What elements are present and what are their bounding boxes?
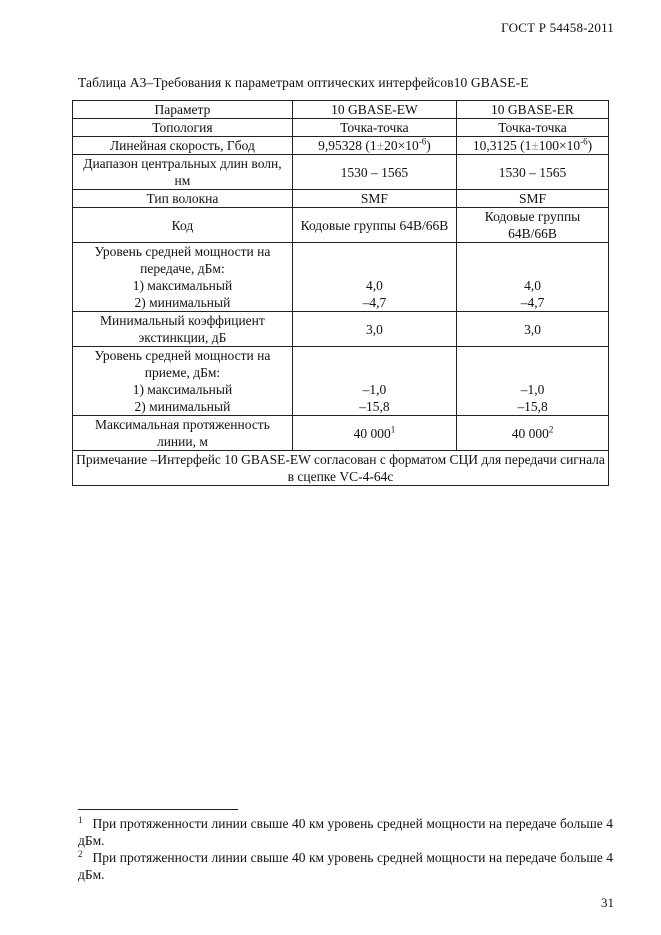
plus-minus-glyph: ±	[376, 138, 385, 153]
ew-value-cell: 3,0	[292, 312, 456, 347]
value-min: –4,7	[520, 295, 545, 310]
value-max: –1,0	[520, 382, 545, 397]
param-cell: Линейная скорость, Гбод	[73, 137, 293, 155]
ew-value-cell	[292, 243, 456, 312]
rate-tolerance: 20×10	[384, 138, 419, 153]
table-row-code	[73, 208, 609, 243]
ew-value-cell	[292, 347, 456, 416]
table-row-note	[73, 451, 609, 486]
rate-exponent: -6	[418, 136, 427, 147]
er-value-cell	[457, 416, 609, 451]
param-cell	[73, 243, 293, 312]
param-cell: Код	[73, 208, 293, 243]
param-cell	[73, 347, 293, 416]
value-max: –1,0	[362, 382, 387, 397]
er-value-cell	[457, 347, 609, 416]
footnote-ref: 1	[390, 424, 396, 434]
value-max: 4,0	[524, 278, 541, 293]
length-value: 40 000	[511, 425, 549, 441]
footnote-mark: 2	[78, 848, 83, 859]
param-cell: Тип волокна	[73, 190, 293, 208]
er-value-cell: 3,0	[457, 312, 609, 347]
page-number: 31	[601, 895, 614, 910]
rate-tolerance: 100×10	[538, 138, 581, 153]
param-item-min: 2) минимальный	[134, 399, 231, 414]
table-row-max-length	[73, 416, 609, 451]
column-header-parameter: Параметр	[73, 101, 293, 119]
optical-interface-requirements-table	[72, 100, 609, 486]
table-row-rx-power	[73, 347, 609, 416]
er-value-cell: Точка-точка	[457, 119, 609, 137]
table-row-wavelength	[73, 155, 609, 190]
rate-value: 10,3125 (1	[472, 138, 532, 153]
value-min: –15,8	[517, 399, 548, 414]
ew-value-cell: SMF	[292, 190, 456, 208]
value-min: –4,7	[362, 295, 387, 310]
table-row-fiber-type	[73, 190, 609, 208]
plus-minus-glyph: ±	[531, 138, 539, 153]
er-value-cell: 1530 – 1565	[457, 155, 609, 190]
column-header-10gbase-er: 10 GBASE-ER	[457, 101, 609, 119]
rate-close: )	[587, 138, 593, 153]
ew-value-cell	[292, 416, 456, 451]
footnote-separator	[78, 809, 238, 810]
er-value-cell: SMF	[457, 190, 609, 208]
rate-exponent: -6	[580, 136, 588, 147]
param-item-max: 1) максимальный	[132, 382, 233, 397]
footnote-text: При протяженности линии свыше 40 км уровень средней мощности на передаче больше 4 дБм.	[78, 816, 613, 848]
table-caption: Таблица А3–Требования к параметрам оптических интерфейсов10 GBASE-E	[78, 75, 529, 90]
er-value-cell: Кодовые группы 64В/66В	[457, 208, 609, 243]
table-note: Примечание –Интерфейс 10 GBASE-EW согласован с форматом СЦИ для передачи сигнала в сцепке VC-4-64c	[73, 451, 609, 486]
table-row-topology	[73, 119, 609, 137]
footnote-2	[78, 849, 613, 883]
value-max: 4,0	[365, 278, 383, 293]
param-cell: Диапазон центральных длин волн, нм	[73, 155, 293, 190]
footnote-ref: 2	[548, 424, 554, 434]
param-title: Уровень средней мощности на приеме, дБм:	[94, 348, 271, 380]
column-header-10gbase-ew: 10 GBASE-EW	[292, 101, 456, 119]
param-cell: Топология	[73, 119, 293, 137]
table-header-row	[73, 101, 609, 119]
ew-value-cell: Кодовые группы 64В/66В	[292, 208, 456, 243]
param-cell: Максимальная протяженность линии, м	[73, 416, 293, 451]
value-min: –15,8	[359, 399, 390, 414]
footnote-text: При протяженности линии свыше 40 км уровень средней мощности на передаче больше 4 дБм.	[78, 850, 613, 882]
param-title: Уровень средней мощности на передаче, дБм:	[94, 244, 271, 276]
er-value-cell	[457, 243, 609, 312]
param-item-min: 2) минимальный	[134, 295, 231, 310]
param-item-max: 1) максимальный	[132, 278, 233, 293]
table-row-tx-power	[73, 243, 609, 312]
table-row-line-rate	[73, 137, 609, 155]
rate-value: 9,95328 (1	[318, 138, 377, 153]
footnote-1	[78, 815, 613, 849]
standard-designation: ГОСТ Р 54458-2011	[501, 20, 614, 35]
length-value: 40 000	[353, 425, 391, 441]
footnotes	[78, 815, 613, 883]
er-value-cell	[457, 137, 609, 155]
footnote-mark: 1	[78, 814, 83, 825]
ew-value-cell: Точка-точка	[292, 119, 456, 137]
ew-value-cell: 1530 – 1565	[292, 155, 456, 190]
param-cell: Минимальный коэффициент экстинкции, дБ	[73, 312, 293, 347]
rate-close: )	[426, 138, 431, 153]
table-row-extinction	[73, 312, 609, 347]
ew-value-cell	[292, 137, 456, 155]
